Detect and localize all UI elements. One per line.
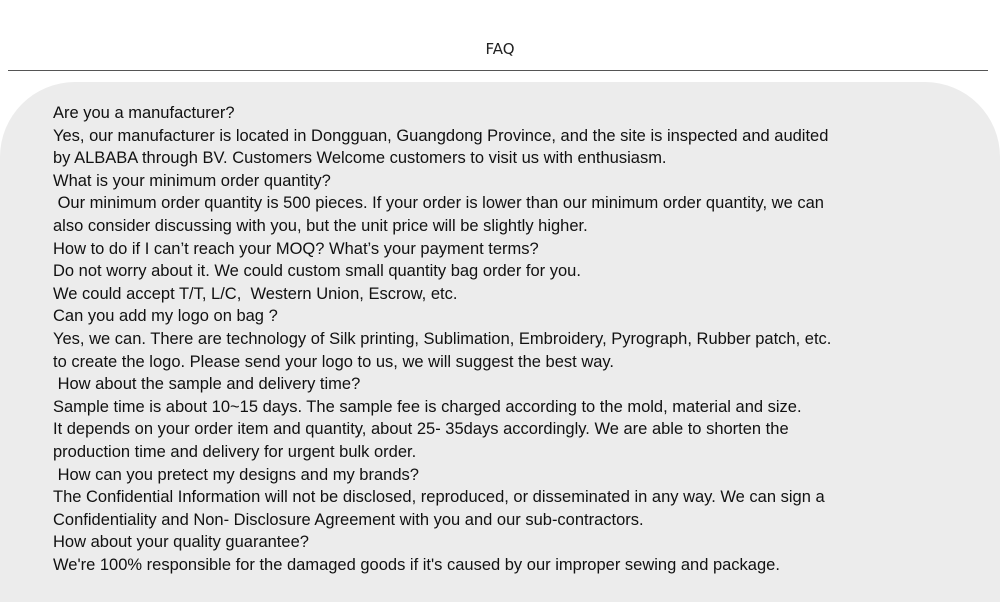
faq-line: How to do if I can’t reach your MOQ? What’s your payment terms? xyxy=(53,239,539,258)
faq-line: How about the sample and delivery time? xyxy=(53,375,361,394)
faq-line: to create the logo. Please send your logo to us, we will suggest the best way. xyxy=(53,352,615,371)
faq-line: What is your minimum order quantity? xyxy=(53,171,331,190)
faq-line: Yes, our manufacturer is located in Dongguan, Guangdong Province, and the site is inspected and audited xyxy=(53,126,829,145)
faq-line: How can you pretect my designs and my brands? xyxy=(53,465,419,484)
faq-line: The Confidential Information will not be disclosed, reproduced, or disseminated in any way. We can sign a xyxy=(53,488,825,507)
faq-line: We're 100% responsible for the damaged goods if it's caused by our improper sewing and package. xyxy=(53,555,780,574)
faq-line: We could accept T/T, L/C, Western Union, Escrow, etc. xyxy=(53,284,458,303)
faq-text-block xyxy=(53,102,983,576)
page-title: FAQ xyxy=(485,40,515,58)
faq-line: production time and delivery for urgent bulk order. xyxy=(53,442,417,461)
faq-line: It depends on your order item and quantity, about 25- 35days accordingly. We are able to shorten the xyxy=(53,420,789,439)
faq-line: How about your quality guarantee? xyxy=(53,533,309,552)
title-divider xyxy=(8,70,988,71)
faq-line: Do not worry about it. We could custom small quantity bag order for you. xyxy=(53,262,581,281)
faq-line: Are you a manufacturer? xyxy=(53,104,235,122)
faq-line: Our minimum order quantity is 500 pieces. If your order is lower than our minimum order quantity, we can xyxy=(53,194,824,213)
faq-line: by ALBABA through BV. Customers Welcome customers to visit us with enthusiasm. xyxy=(53,149,667,168)
faq-line: Sample time is about 10~15 days. The sample fee is charged according to the mold, material and size. xyxy=(53,397,802,416)
faq-line: Can you add my logo on bag ? xyxy=(53,307,278,326)
faq-line: Yes, we can. There are technology of Silk printing, Sublimation, Embroidery, Pyrograph, Rubber patch, etc. xyxy=(53,329,832,348)
faq-line: also consider discussing with you, but the unit price will be slightly higher. xyxy=(53,216,588,235)
faq-line: Confidentiality and Non- Disclosure Agreement with you and our sub-contractors. xyxy=(53,510,644,529)
